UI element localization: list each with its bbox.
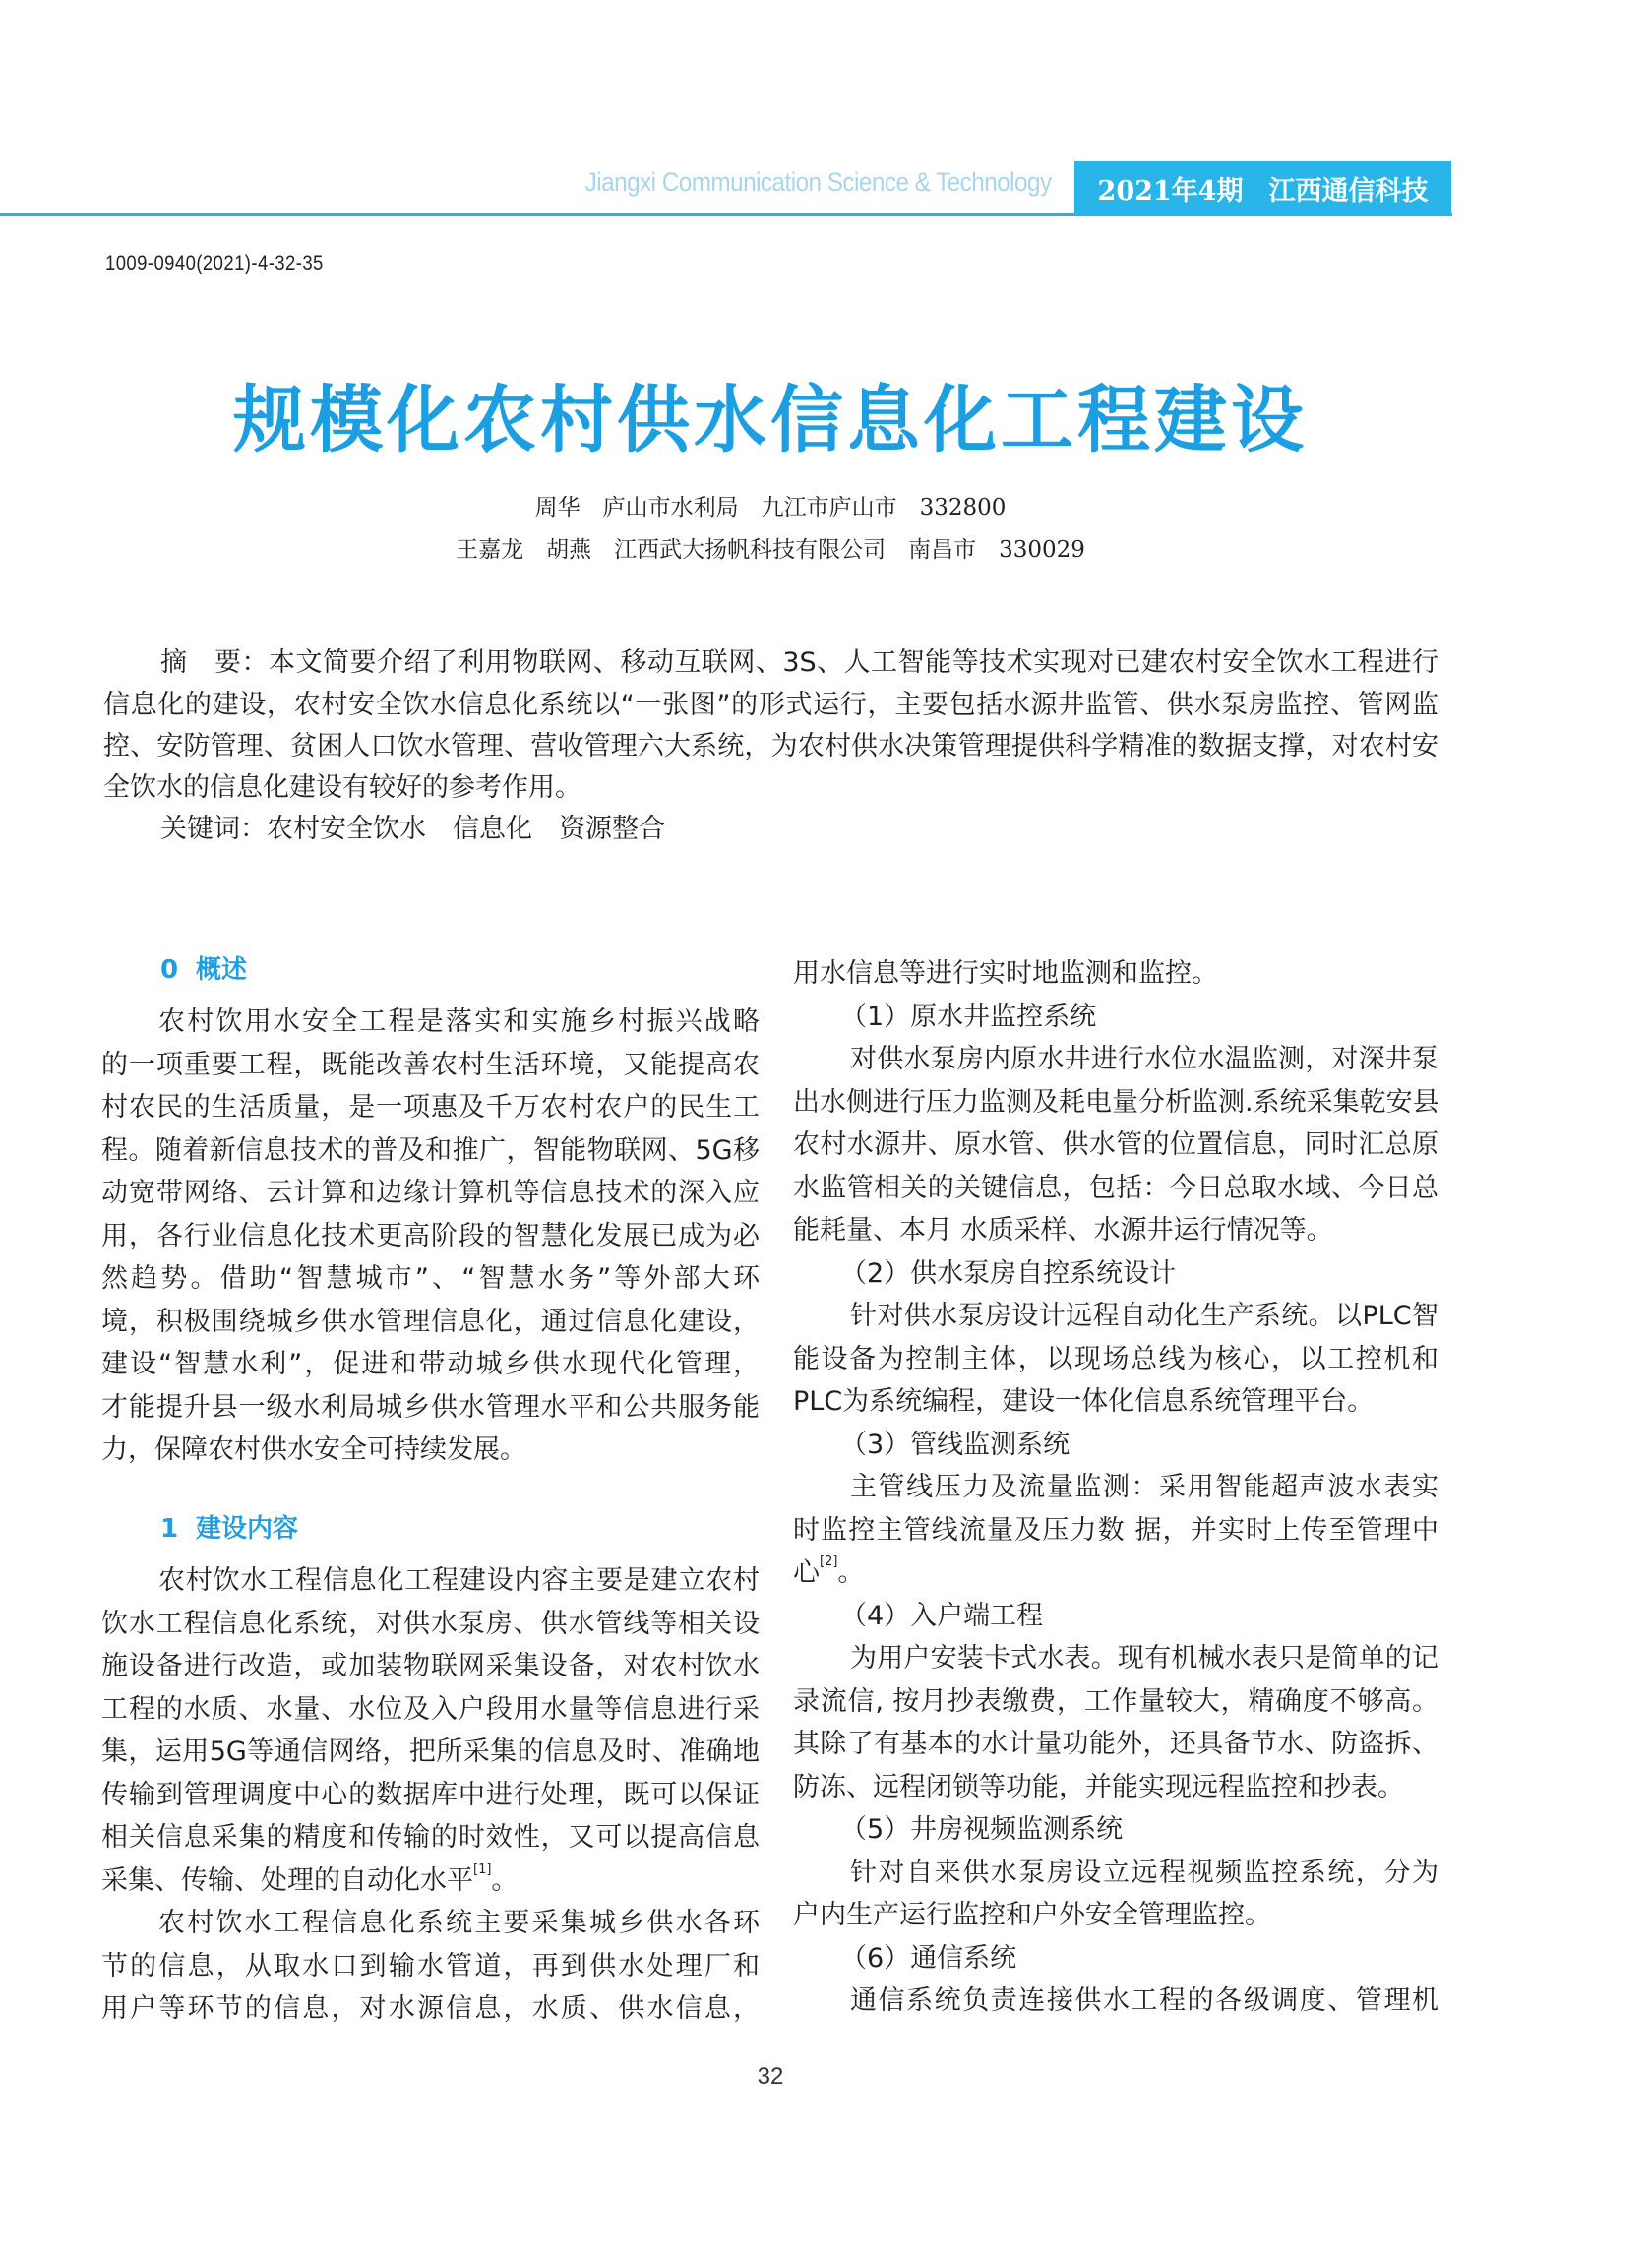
subsection-heading: （1）原水井监控系统 — [840, 1001, 1097, 1032]
body-line: 出水侧进行压力监测及耗电量分析监测.系统采集乾安县 — [793, 1086, 1439, 1118]
body-line: 程。随着新信息技术的普及和推广，智能物联网、5G移 — [101, 1134, 760, 1166]
article-code: 1009-0940(2021)-4-32-35 — [105, 252, 324, 274]
body-line: 农村饮用水安全工程是落实和实施乡村振兴战略 — [158, 1006, 760, 1037]
section-title: 概述 — [196, 955, 248, 985]
author-line-2: 王嘉龙 胡燕 江西武大扬帆科技有限公司 南昌市 330029 — [456, 537, 1085, 563]
section-title: 建设内容 — [196, 1514, 299, 1544]
body-line: 主管线压力及流量监测：采用智能超声波水表实 — [850, 1472, 1438, 1502]
body-line: 农村饮水工程信息化工程建设内容主要是建立农村 — [158, 1565, 760, 1596]
body-line: PLC为系统编程，建设一体化信息系统管理平台。 — [793, 1386, 1375, 1417]
body-line: 针对供水泵房设计远程自动化生产系统。以PLC智 — [850, 1301, 1438, 1331]
body-line: 农村饮水工程信息化系统主要采集城乡供水各环 — [158, 1908, 760, 1938]
abstract-line-3: 控、安防管理、贫困人口饮水管理、营收管理六大系统，为农村供水决策管理提供科学精准的数据支撑，对农村安 — [103, 731, 1438, 762]
subsection-heading: （3）管线监测系统 — [840, 1429, 1071, 1460]
citation-ref: [2] — [820, 1554, 838, 1569]
author-line-1: 周华 庐山市水利局 九江市庐山市 332800 — [534, 495, 1007, 520]
subsection-heading: （4）入户端工程 — [840, 1600, 1044, 1631]
abstract-line-1: 摘 要：本文简要介绍了利用物联网、移动互联网、3S、人工智能等技术实现对已建农村安全饮水工程进行 — [160, 647, 1438, 678]
body-line: 为用户安装卡式水表。现有机械水表只是简单的记 — [850, 1643, 1438, 1674]
body-line: 其除了有基本的水计量功能外，还具备节水、防盗拆、 — [793, 1729, 1438, 1759]
journal-name-english: Jiangxi Communication Science & Technology — [585, 167, 1052, 197]
body-line: 集，运用5G等通信网络，把所采集的信息及时、准确地 — [101, 1737, 760, 1767]
body-line: 建设“智慧水利”，促进和带动城乡供水现代化管理， — [101, 1349, 760, 1379]
journal-name-chinese: 江西通信科技 — [1268, 176, 1429, 207]
body-line: 然趋势。借助“智慧城市”、“智慧水务”等外部大环 — [101, 1263, 760, 1294]
body-line: 才能提升县一级水利局城乡供水管理水平和公共服务能 — [101, 1391, 760, 1423]
body-line: 相关信息采集的精度和传输的时效性，又可以提高信息 — [101, 1822, 760, 1853]
issue-label: 2021年4期 — [1097, 176, 1244, 207]
body-line: 时监控主管线流量及压力数 据，并实时上传至管理中 — [793, 1514, 1438, 1546]
body-line: 饮水工程信息化系统，对供水泵房、供水管线等相关设 — [101, 1608, 760, 1639]
body-line: 节的信息，从取水口到输水管道，再到供水处理厂和 — [101, 1950, 760, 1981]
body-line: 针对自来供水泵房设立远程视频监控系统，分为 — [850, 1857, 1438, 1888]
body-line: 对供水泵房内原水井进行水位水温监测，对深井泵 — [850, 1044, 1438, 1074]
body-line: 传输到管理调度中心的数据库中进行处理，既可以保证 — [101, 1779, 760, 1810]
subsection-heading: （6）通信系统 — [840, 1942, 1017, 1974]
subsection-heading: （2）供水泵房自控系统设计 — [840, 1257, 1177, 1289]
section-number: 1 — [160, 1514, 179, 1544]
body-line: 农村水源井、原水管、供水管的位置信息，同时汇总原 — [793, 1129, 1438, 1160]
body-line: 能耗量、本月 水质采样、水源井运行情况等。 — [793, 1215, 1333, 1246]
body-line: 能设备为控制主体，以现场总线为核心，以工控机和 — [793, 1343, 1438, 1374]
body-line: 的一项重要工程，既能改善农村生活环境，又能提高农 — [101, 1049, 760, 1080]
body-line: 户内生产运行监控和户外安全管理监控。 — [793, 1900, 1271, 1930]
body-line: 水监管相关的关键信息，包括：今日总取水域、今日总 — [793, 1172, 1438, 1203]
body-line: 录流信, 按月抄表缴费，工作量较大，精确度不够高。 — [793, 1685, 1438, 1717]
body-line: 采集、传输、处理的自动化水平[1]。 — [101, 1861, 519, 1896]
section-number: 0 — [160, 955, 179, 985]
section-heading-1 — [160, 1508, 298, 1551]
body-line: 动宽带网络、云计算和边缘计算机等信息技术的深入应 — [101, 1178, 760, 1208]
body-line: 施设备进行改造，或加装物联网采集设备，对农村饮水 — [101, 1651, 760, 1681]
body-line: 用户等环节的信息，对水源信息，水质、供水信息， — [101, 1993, 760, 2024]
page-number: 32 — [757, 2063, 784, 2090]
subsection-heading: （5）井房视频监测系统 — [840, 1814, 1124, 1845]
article-title: 规模化农村供水信息化工程建设 — [233, 378, 1308, 462]
body-line: 工程的水质、水量、水位及入户段用水量等信息进行采 — [101, 1693, 760, 1725]
keywords: 关键词：农村安全饮水 信息化 资源整合 — [160, 814, 665, 844]
body-line: 防冻、远程闭锁等功能，并能实现远程监控和抄表。 — [793, 1771, 1404, 1802]
body-line: 力，保障农村供水安全可持续发展。 — [101, 1434, 526, 1465]
citation-ref: [1] — [473, 1861, 492, 1877]
body-line: 心[2]。 — [793, 1554, 865, 1588]
body-line: 用水信息等进行实时地监测和监控。 — [793, 958, 1218, 989]
body-line: 境，积极围绕城乡供水管理信息化，通过信息化建设， — [101, 1306, 760, 1337]
body-line: 村农民的生活质量，是一项惠及千万农村农户的民生工 — [101, 1092, 760, 1123]
body-line: 用，各行业信息化技术更高阶段的智慧化发展已成为必 — [101, 1220, 760, 1251]
abstract-line-2: 信息化的建设，农村安全饮水信息化系统以“一张图”的形式运行，主要包括水源井监管、供水泵房监控、管网监 — [103, 690, 1438, 720]
abstract-line-4: 全饮水的信息化建设有较好的参考作用。 — [103, 772, 581, 803]
body-line: 通信系统负责连接供水工程的各级调度、管理机 — [850, 1985, 1438, 2016]
issue-banner — [1074, 161, 1451, 215]
section-heading-0 — [160, 949, 247, 992]
